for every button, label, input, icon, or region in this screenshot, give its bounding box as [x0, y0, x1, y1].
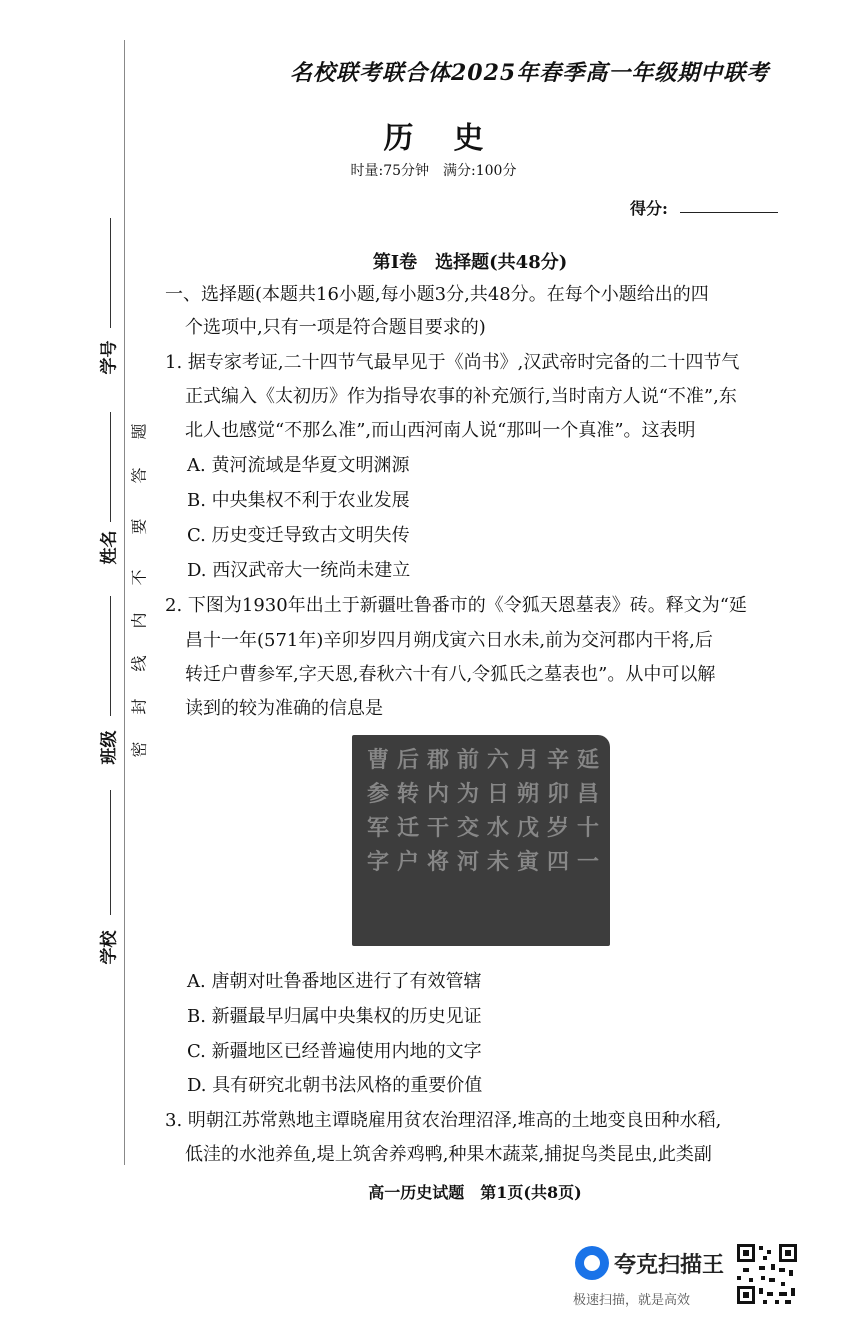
question-2-option-d: D. 具有研究北朝书法风格的重要价值 [187, 1075, 483, 1096]
seal-char: 封 [129, 698, 149, 715]
seal-char: 要 [129, 518, 149, 535]
subject-title: 历史 [383, 121, 524, 156]
stele-inscription-column: 六日水未 [486, 747, 509, 875]
stele-inscription-column: 曹参军字 [366, 747, 389, 875]
question-2-stem: 转迁户曹参军,字天恩,春秋六十有八,令狐氏之墓表也”。从中可以解 [185, 664, 716, 685]
seal-char: 内 [129, 612, 149, 629]
seal-char: 线 [129, 655, 149, 672]
name-blank [110, 412, 111, 522]
question-1-option-d: D. 西汉武帝大一统尚未建立 [187, 560, 411, 581]
score-label: 得分: [630, 199, 668, 218]
question-2-stem: 读到的较为准确的信息是 [185, 698, 383, 719]
section-instruction: 个选项中,只有一项是符合题目要求的) [185, 317, 486, 338]
question-2-option-b: B. 新疆最早归属中央集权的历史见证 [187, 1006, 482, 1027]
stele-inscription-column: 月朔戊寅 [516, 747, 539, 875]
stele-inscription-column: 延昌十一 [576, 747, 599, 875]
scanner-slogan: 极速扫描，就是高效 [573, 1293, 691, 1308]
school-label: 学校 [99, 930, 120, 965]
question-3-stem: 3. 明朝江苏常熟地主谭晓雇用贫农治理沼泽,堆高的土地变良田种水稻, [165, 1110, 722, 1131]
seal-char: 密 [129, 741, 149, 758]
question-2-stem: 2. 下图为1930年出土于新疆吐鲁番市的《令狐天恩墓表》砖。释文为“延 [165, 595, 747, 616]
quark-logo-icon [575, 1246, 609, 1280]
binding-margin-line [124, 40, 125, 1165]
question-1-stem: 北人也感觉“不那么准”,而山西河南人说“那叫一个真准”。这表明 [185, 420, 696, 441]
stele-photo [352, 735, 610, 946]
score-blank [680, 212, 778, 213]
seal-char: 答 [129, 467, 149, 484]
school-blank [110, 790, 111, 915]
exam-meta: 时量:75分钟 满分:100分 [350, 163, 517, 179]
question-2-stem: 昌十一年(571年)辛卯岁四月朔戊寅六日水未,前为交河郡内干将,后 [185, 630, 713, 651]
stele-inscription-column: 辛卯岁四 [546, 747, 569, 875]
class-blank [110, 596, 111, 716]
class-label: 班级 [99, 730, 120, 765]
qr-code-icon [735, 1242, 799, 1306]
question-1-option-c: C. 历史变迁导致古文明失传 [187, 525, 410, 546]
name-label: 姓名 [99, 530, 120, 565]
section-instruction: 一、选择题(本题共16小题,每小题3分,共48分。在每个小题给出的四 [165, 284, 709, 305]
stele-inscription-column: 后转迁户 [396, 747, 419, 875]
question-1-option-b: B. 中央集权不利于农业发展 [187, 490, 410, 511]
stele-inscription-column: 前为交河 [456, 747, 479, 875]
question-1-option-a: A. 黄河流域是华夏文明渊源 [187, 455, 410, 476]
student-id-label: 学号 [99, 340, 120, 375]
exam-header: 名校联考联合体2025年春季高一年级期中联考 [290, 60, 770, 86]
question-2-option-c: C. 新疆地区已经普遍使用内地的文字 [187, 1041, 482, 1062]
page-footer: 高一历史试题 第1页(共8页) [368, 1183, 582, 1202]
seal-char: 题 [129, 423, 149, 440]
question-2-option-a: A. 唐朝对吐鲁番地区进行了有效管辖 [187, 971, 482, 992]
seal-char: 不 [129, 569, 149, 586]
stele-inscription-column: 郡内干将 [426, 747, 449, 875]
part-title: 第Ⅰ卷 选择题(共48分) [372, 252, 568, 273]
question-1-stem: 1. 据专家考证,二十四节气最早见于《尚书》,汉武帝时完备的二十四节气 [165, 352, 740, 373]
question-1-stem: 正式编入《太初历》作为指导农事的补充颁行,当时南方人说“不准”,东 [185, 386, 737, 407]
scanner-app-name: 夸克扫描王 [614, 1253, 725, 1278]
question-3-stem: 低洼的水池养鱼,堤上筑舍养鸡鸭,种果木蔬菜,捕捉鸟类昆虫,此类副 [185, 1144, 712, 1165]
